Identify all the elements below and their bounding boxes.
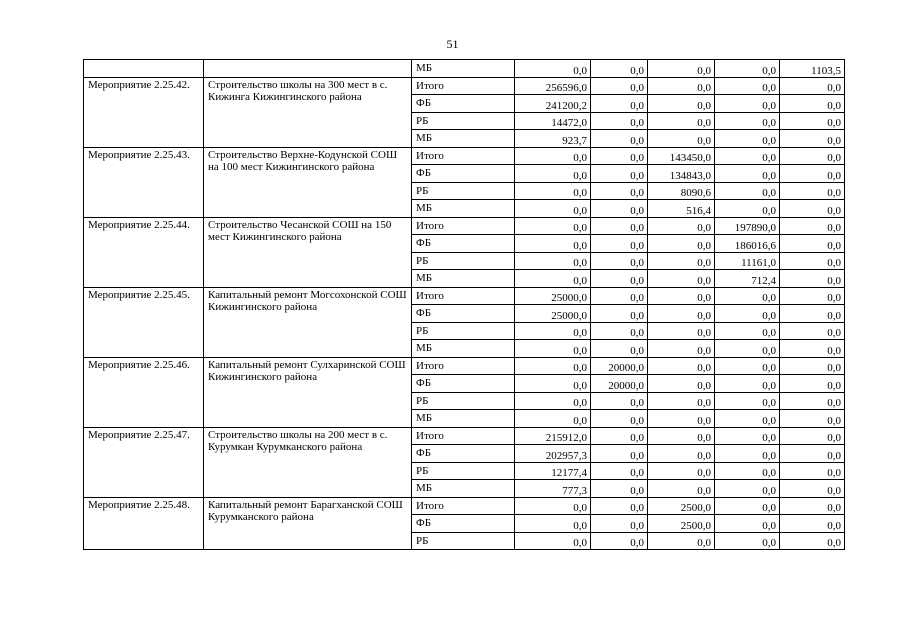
value-cell: 0,0 — [780, 147, 845, 165]
value-cell: 0,0 — [591, 130, 648, 148]
value-cell: 0,0 — [648, 270, 715, 288]
value-cell: 0,0 — [591, 322, 648, 340]
value-cell: 0,0 — [648, 322, 715, 340]
continuation-name-cell — [84, 60, 204, 78]
budget-table — [83, 59, 845, 550]
value-cell: 0,0 — [715, 182, 780, 200]
value-cell: 2500,0 — [648, 515, 715, 533]
value-cell: 0,0 — [780, 77, 845, 95]
measure-description-cell: Капитальный ремонт Барагханской СОШ Курумканского района — [204, 497, 412, 550]
value-cell: 0,0 — [780, 270, 845, 288]
value-cell: 20000,0 — [591, 375, 648, 393]
value-cell: 0,0 — [515, 252, 591, 270]
value-cell: 0,0 — [715, 392, 780, 410]
value-cell: 0,0 — [780, 322, 845, 340]
value-cell: 0,0 — [780, 375, 845, 393]
value-cell: 0,0 — [780, 200, 845, 218]
value-cell: 0,0 — [715, 515, 780, 533]
value-cell: 0,0 — [648, 462, 715, 480]
funding-source-cell: Итого — [412, 217, 515, 235]
value-cell: 0,0 — [591, 515, 648, 533]
value-cell: 0,0 — [591, 427, 648, 445]
value-cell: 134843,0 — [648, 165, 715, 183]
value-cell: 0,0 — [715, 427, 780, 445]
value-cell: 0,0 — [515, 375, 591, 393]
value-cell: 0,0 — [715, 497, 780, 515]
value-cell: 0,0 — [780, 182, 845, 200]
value-cell: 0,0 — [515, 270, 591, 288]
value-cell: 0,0 — [648, 287, 715, 305]
value-cell: 0,0 — [648, 95, 715, 113]
value-cell: 0,0 — [591, 445, 648, 463]
value-cell: 0,0 — [515, 357, 591, 375]
funding-source-cell: ФБ — [412, 95, 515, 113]
table-row — [84, 287, 845, 305]
value-cell: 0,0 — [780, 305, 845, 323]
value-cell: 25000,0 — [515, 287, 591, 305]
value-cell: 0,0 — [715, 147, 780, 165]
value-cell: 923,7 — [515, 130, 591, 148]
value-cell: 0,0 — [515, 322, 591, 340]
table-row — [84, 427, 845, 445]
value-cell: 0,0 — [780, 480, 845, 498]
value-cell: 0,0 — [780, 287, 845, 305]
value-cell: 0,0 — [648, 112, 715, 130]
value-cell: 0,0 — [715, 95, 780, 113]
value-cell: 0,0 — [591, 392, 648, 410]
value-cell: 0,0 — [648, 340, 715, 358]
value-cell: 0,0 — [515, 217, 591, 235]
value-cell: 0,0 — [648, 357, 715, 375]
measure-description-cell: Капитальный ремонт Сулхаринской СОШ Кижингинского района — [204, 357, 412, 427]
value-cell: 0,0 — [780, 95, 845, 113]
measure-name-cell: Мероприятие 2.25.42. — [84, 77, 204, 147]
table-body — [84, 60, 845, 550]
funding-source-cell: МБ — [412, 480, 515, 498]
value-cell: 0,0 — [648, 427, 715, 445]
value-cell: 0,0 — [715, 480, 780, 498]
value-cell: 0,0 — [591, 305, 648, 323]
value-cell: 11161,0 — [715, 252, 780, 270]
value-cell: 0,0 — [780, 130, 845, 148]
value-cell: 0,0 — [515, 515, 591, 533]
value-cell: 202957,3 — [515, 445, 591, 463]
value-cell: 0,0 — [591, 270, 648, 288]
value-cell: 0,0 — [591, 217, 648, 235]
value-cell: 0,0 — [715, 357, 780, 375]
value-cell: 0,0 — [648, 235, 715, 253]
value-cell: 0,0 — [515, 392, 591, 410]
funding-source-cell: Итого — [412, 357, 515, 375]
measure-name-cell: Мероприятие 2.25.43. — [84, 147, 204, 217]
funding-source-cell: ФБ — [412, 375, 515, 393]
value-cell: 0,0 — [715, 165, 780, 183]
funding-source-cell: Итого — [412, 287, 515, 305]
measure-name-cell: Мероприятие 2.25.48. — [84, 497, 204, 550]
value-cell: 0,0 — [715, 375, 780, 393]
value-cell: 0,0 — [715, 322, 780, 340]
value-cell: 0,0 — [715, 77, 780, 95]
table-row — [84, 357, 845, 375]
funding-source-cell: РБ — [412, 182, 515, 200]
value-cell: 256596,0 — [515, 77, 591, 95]
value-cell: 14472,0 — [515, 112, 591, 130]
value-cell: 20000,0 — [591, 357, 648, 375]
value-cell: 0,0 — [515, 200, 591, 218]
value-cell: 0,0 — [591, 60, 648, 78]
value-cell: 0,0 — [591, 165, 648, 183]
value-cell: 0,0 — [715, 200, 780, 218]
measure-description-cell: Строительство Верхне-Кодунской СОШ на 100 мест Кижингинского района — [204, 147, 412, 217]
funding-source-cell: Итого — [412, 147, 515, 165]
value-cell: 0,0 — [780, 112, 845, 130]
value-cell: 0,0 — [648, 60, 715, 78]
value-cell: 0,0 — [780, 217, 845, 235]
value-cell: 143450,0 — [648, 147, 715, 165]
funding-source-cell: РБ — [412, 112, 515, 130]
value-cell: 712,4 — [715, 270, 780, 288]
funding-source-cell: МБ — [412, 60, 515, 78]
value-cell: 0,0 — [715, 60, 780, 78]
value-cell: 0,0 — [715, 130, 780, 148]
funding-source-cell: ФБ — [412, 305, 515, 323]
value-cell: 0,0 — [591, 410, 648, 428]
value-cell: 0,0 — [515, 410, 591, 428]
value-cell: 0,0 — [591, 147, 648, 165]
value-cell: 0,0 — [715, 305, 780, 323]
funding-source-cell: РБ — [412, 252, 515, 270]
measure-name-cell: Мероприятие 2.25.44. — [84, 217, 204, 287]
funding-source-cell: Итого — [412, 77, 515, 95]
measure-description-cell: Строительство Чесанской СОШ на 150 мест Кижингинского района — [204, 217, 412, 287]
value-cell: 0,0 — [715, 532, 780, 550]
value-cell: 0,0 — [780, 462, 845, 480]
value-cell: 0,0 — [648, 252, 715, 270]
funding-source-cell: РБ — [412, 322, 515, 340]
value-cell: 0,0 — [648, 130, 715, 148]
value-cell: 0,0 — [591, 252, 648, 270]
table-row — [84, 77, 845, 95]
value-cell: 2500,0 — [648, 497, 715, 515]
value-cell: 0,0 — [780, 532, 845, 550]
value-cell: 0,0 — [648, 305, 715, 323]
page-number: 51 — [446, 37, 459, 51]
value-cell: 0,0 — [648, 392, 715, 410]
value-cell: 12177,4 — [515, 462, 591, 480]
value-cell: 0,0 — [515, 235, 591, 253]
value-cell: 0,0 — [515, 165, 591, 183]
value-cell: 197890,0 — [715, 217, 780, 235]
value-cell: 0,0 — [780, 357, 845, 375]
funding-source-cell: МБ — [412, 270, 515, 288]
measure-name-cell: Мероприятие 2.25.47. — [84, 427, 204, 497]
value-cell: 0,0 — [780, 427, 845, 445]
value-cell: 0,0 — [715, 287, 780, 305]
funding-source-cell: Итого — [412, 497, 515, 515]
measure-description-cell: Строительство школы на 300 мест в с. Кижинга Кижингинского района — [204, 77, 412, 147]
funding-source-cell: Итого — [412, 427, 515, 445]
value-cell: 0,0 — [715, 462, 780, 480]
funding-source-cell: РБ — [412, 532, 515, 550]
funding-source-cell: МБ — [412, 200, 515, 218]
funding-source-cell: МБ — [412, 340, 515, 358]
value-cell: 0,0 — [591, 497, 648, 515]
value-cell: 0,0 — [780, 445, 845, 463]
value-cell: 0,0 — [648, 445, 715, 463]
value-cell: 0,0 — [591, 235, 648, 253]
funding-source-cell: ФБ — [412, 165, 515, 183]
funding-source-cell: РБ — [412, 392, 515, 410]
value-cell: 0,0 — [591, 182, 648, 200]
value-cell: 0,0 — [591, 112, 648, 130]
value-cell: 0,0 — [648, 217, 715, 235]
value-cell: 186016,6 — [715, 235, 780, 253]
value-cell: 0,0 — [780, 252, 845, 270]
funding-source-cell: ФБ — [412, 445, 515, 463]
funding-source-cell: ФБ — [412, 515, 515, 533]
value-cell: 0,0 — [780, 340, 845, 358]
value-cell: 0,0 — [715, 410, 780, 428]
value-cell: 0,0 — [780, 497, 845, 515]
value-cell: 0,0 — [648, 375, 715, 393]
value-cell: 0,0 — [648, 410, 715, 428]
measure-description-cell: Капитальный ремонт Могсохонской СОШ Кижингинского района — [204, 287, 412, 357]
table-row — [84, 147, 845, 165]
funding-source-cell: МБ — [412, 410, 515, 428]
value-cell: 0,0 — [780, 165, 845, 183]
value-cell: 0,0 — [515, 60, 591, 78]
measure-name-cell: Мероприятие 2.25.45. — [84, 287, 204, 357]
value-cell: 0,0 — [591, 532, 648, 550]
value-cell: 0,0 — [591, 95, 648, 113]
value-cell: 8090,6 — [648, 182, 715, 200]
value-cell: 0,0 — [648, 77, 715, 95]
value-cell: 0,0 — [515, 182, 591, 200]
value-cell: 1103,5 — [780, 60, 845, 78]
value-cell: 0,0 — [780, 392, 845, 410]
measure-description-cell: Строительство школы на 200 мест в с. Курумкан Курумканского района — [204, 427, 412, 497]
value-cell: 25000,0 — [515, 305, 591, 323]
table-row — [84, 497, 845, 515]
value-cell: 0,0 — [648, 532, 715, 550]
value-cell: 0,0 — [715, 340, 780, 358]
value-cell: 215912,0 — [515, 427, 591, 445]
value-cell: 241200,2 — [515, 95, 591, 113]
value-cell: 0,0 — [591, 480, 648, 498]
continuation-description-cell — [204, 60, 412, 78]
funding-source-cell: ФБ — [412, 235, 515, 253]
value-cell: 0,0 — [780, 515, 845, 533]
funding-source-cell: РБ — [412, 462, 515, 480]
value-cell: 516,4 — [648, 200, 715, 218]
value-cell: 0,0 — [591, 340, 648, 358]
value-cell: 0,0 — [515, 340, 591, 358]
measure-name-cell: Мероприятие 2.25.46. — [84, 357, 204, 427]
value-cell: 0,0 — [591, 77, 648, 95]
value-cell: 0,0 — [591, 462, 648, 480]
value-cell: 777,3 — [515, 480, 591, 498]
value-cell: 0,0 — [715, 112, 780, 130]
value-cell: 0,0 — [515, 147, 591, 165]
funding-source-cell: МБ — [412, 130, 515, 148]
value-cell: 0,0 — [515, 497, 591, 515]
value-cell: 0,0 — [515, 532, 591, 550]
value-cell: 0,0 — [591, 287, 648, 305]
table-row — [84, 60, 845, 78]
table-row — [84, 217, 845, 235]
value-cell: 0,0 — [780, 410, 845, 428]
value-cell: 0,0 — [715, 445, 780, 463]
value-cell: 0,0 — [648, 480, 715, 498]
value-cell: 0,0 — [591, 200, 648, 218]
value-cell: 0,0 — [780, 235, 845, 253]
